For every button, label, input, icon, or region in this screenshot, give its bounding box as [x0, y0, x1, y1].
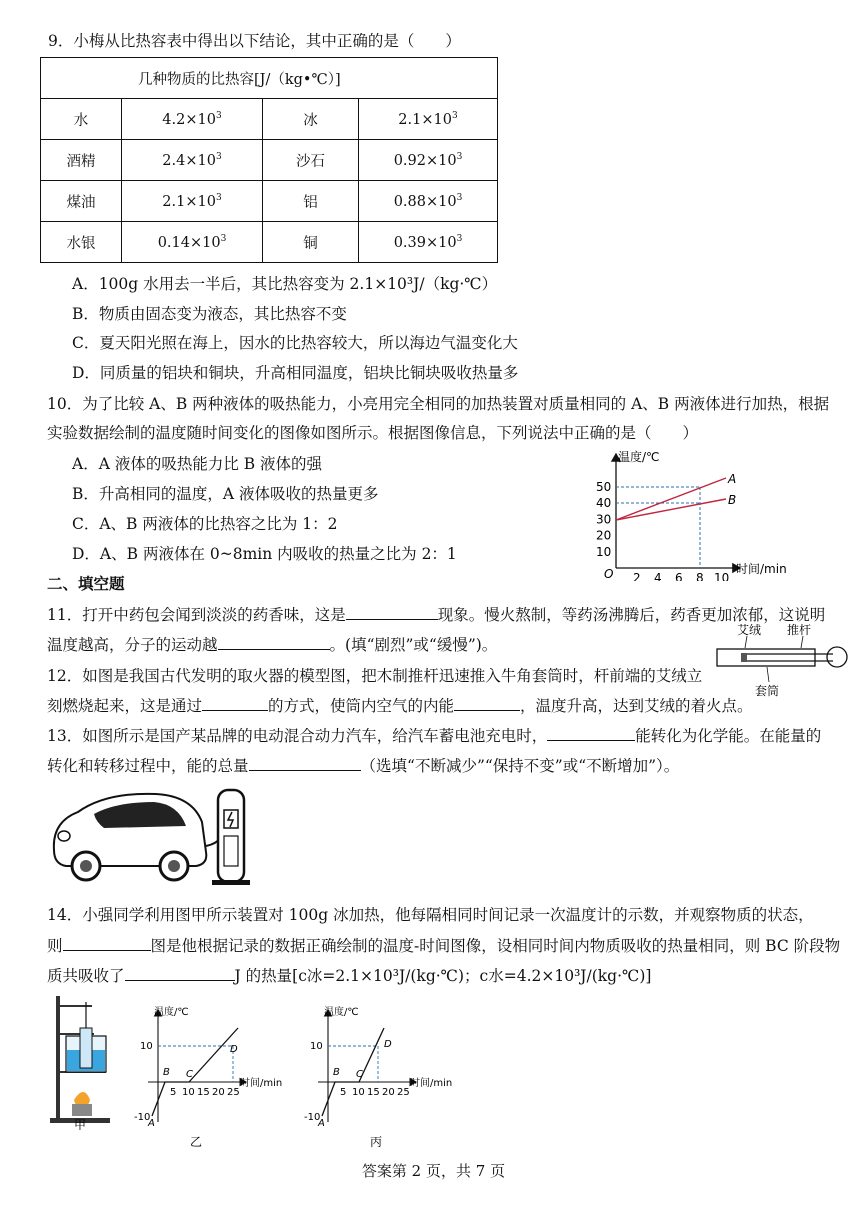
- q10-temperature-graph: [590, 446, 800, 581]
- xtick-label: 4: [654, 571, 662, 581]
- section-title-fill-blank: 二、填空题: [47, 575, 125, 593]
- xtick-label: 10: [352, 1087, 365, 1098]
- cell: 水: [41, 99, 122, 140]
- xtick-label: 8: [696, 571, 704, 581]
- q14-blank-1[interactable]: [63, 936, 151, 951]
- xtick-label: 5: [340, 1087, 347, 1098]
- q9-option-c[interactable]: C．夏天阳光照在海上，因水的比热容较大，所以海边气温变化大: [72, 334, 518, 352]
- yi-x-label: 时间/min: [240, 1078, 283, 1089]
- q12-blank-1[interactable]: [202, 696, 268, 711]
- q9-option-a[interactable]: A．100g 水用去一半后，其比热容变为 2.1×10³J/（kg·℃）: [72, 275, 498, 293]
- q12-line2: 刻燃烧起来，这是通过 的方式，使筒内空气的内能 ，温度升高，达到艾绒的着火点。: [47, 697, 753, 715]
- cell: $2.4\times 10^3$: [122, 140, 263, 181]
- bing-x-label: 时间/min: [410, 1078, 453, 1089]
- q11-line1: 11．打开中药包会闻到淡淡的药香味，这是 现象。慢火熬制，等药汤沸腾后，药香更加浓郁，这说明: [47, 606, 826, 624]
- xtick-label: 2: [633, 571, 641, 581]
- q13-line2: 转化和转移过程中，能的总量 （选填“不断减少”“保持不变”或“不断增加”）。: [47, 757, 680, 775]
- fig-label-yi: 乙: [190, 1135, 203, 1149]
- q10-option-d[interactable]: D．A、B 两液体在 0~8min 内吸收的热量之比为 2：1: [72, 545, 457, 563]
- q10-option-b[interactable]: B．升高相同的温度，A 液体吸收的热量更多: [72, 485, 379, 503]
- page-footer: 答案第 2 页，共 7 页: [361, 1162, 506, 1180]
- table-row: [41, 222, 498, 263]
- q9-option-b[interactable]: B．物质由固态变为液态，其比热容不变: [72, 305, 347, 323]
- yi-y-label: 温度/℃: [154, 1007, 189, 1018]
- cell: $0.39\times 10^3$: [359, 222, 498, 263]
- label-tuigan: 推杆: [787, 623, 812, 637]
- xtick-label: 20: [382, 1087, 395, 1098]
- q14-line2: 则 图是他根据记录的数据正确绘制的温度-时间图像，设相同时间内物质吸收的热量相同，则 BC 阶段物: [47, 937, 841, 955]
- q9-stem: 9．小梅从比热容表中得出以下结论，其中正确的是（ ）: [48, 32, 461, 50]
- xtick-label: 10: [182, 1087, 195, 1098]
- table-row: [41, 140, 498, 181]
- label-airong: 艾绒: [737, 623, 762, 637]
- fire-piston-diagram: [705, 622, 855, 708]
- bing-pt-d: D: [384, 1039, 392, 1050]
- table-row: [41, 181, 498, 222]
- q12-blank-2[interactable]: [454, 696, 520, 711]
- specific-heat-table: [40, 57, 498, 263]
- q13-blank-2[interactable]: [249, 756, 361, 771]
- q13-blank-1[interactable]: [547, 726, 635, 741]
- xtick-label: 15: [197, 1087, 210, 1098]
- yi-ytick-neg10: -10: [134, 1112, 151, 1123]
- cell: $0.14\times 10^3$: [122, 222, 263, 263]
- cell: $0.92\times 10^3$: [359, 140, 498, 181]
- line-a: [616, 478, 726, 520]
- origin-label: O: [604, 567, 614, 581]
- bing-y-label: 温度/℃: [324, 1007, 359, 1018]
- bing-ytick-10: 10: [310, 1041, 323, 1052]
- ytick-label: 40: [596, 496, 612, 511]
- q9-option-d[interactable]: D．同质量的铝块和铜块，升高相同温度，铝块比铜块吸收热量多: [72, 364, 519, 382]
- yi-pt-b: B: [163, 1067, 170, 1078]
- cell: $0.88\times 10^3$: [359, 181, 498, 222]
- electric-car-charging-illustration: [46, 782, 268, 888]
- xtick-label: 25: [397, 1087, 410, 1098]
- q10-stem-line2: 实验数据绘制的温度随时间变化的图像如图所示。根据图像信息，下列说法中正确的是（ ）: [47, 424, 699, 442]
- q11-line2: 温度越高，分子的运动越 。(填“剧烈”或“缓慢”)。: [47, 636, 498, 654]
- x-axis-label: 时间/min: [736, 562, 787, 576]
- heating-apparatus-diagram: [44, 988, 124, 1130]
- cell: $2.1\times 10^3$: [359, 99, 498, 140]
- cell: $4.2\times 10^3$: [122, 99, 263, 140]
- bing-ytick-neg10: -10: [304, 1112, 321, 1123]
- yi-pt-c: C: [186, 1069, 193, 1080]
- q13-line1: 13．如图所示是国产某品牌的电动混合动力汽车，给汽车蓄电池充电时， 能转化为化学能。在能量的: [47, 727, 822, 745]
- xtick-label: 20: [212, 1087, 225, 1098]
- fig-label-bing: 丙: [370, 1135, 383, 1149]
- line-a-label: A: [728, 472, 737, 486]
- bing-pt-c: C: [356, 1069, 363, 1080]
- fig-label-jia: 甲: [74, 1118, 87, 1130]
- bing-curve: [322, 1028, 384, 1116]
- q12-line1: 12．如图是我国古代发明的取火器的模型图，把木制推杆迅速推入牛角套筒时，杆前端的艾绒立: [47, 667, 703, 685]
- xtick-label: 15: [367, 1087, 380, 1098]
- ytick-label: 20: [596, 528, 612, 543]
- cell: 水银: [41, 222, 122, 263]
- label-taotong: 套筒: [755, 684, 780, 698]
- ytick-label: 30: [596, 512, 612, 527]
- q11-blank-1[interactable]: [346, 605, 438, 620]
- q10-option-a[interactable]: A．A 液体的吸热能力比 B 液体的强: [72, 455, 323, 473]
- bing-pt-b: B: [333, 1067, 340, 1078]
- y-axis-label: 温度/℃: [618, 450, 660, 464]
- ytick-label: 10: [596, 544, 612, 559]
- cell: $2.1\times 10^3$: [122, 181, 263, 222]
- xtick-label: 25: [227, 1087, 240, 1098]
- xtick-label: 5: [170, 1087, 177, 1098]
- line-b-label: B: [728, 493, 737, 507]
- cell: 酒精: [41, 140, 122, 181]
- q10-stem-line1: 10．为了比较 A、B 两种液体的吸热能力，小亮用完全相同的加热装置对质量相同的 A、B 两液体进行加热，根据: [47, 395, 830, 413]
- q14-line1: 14．小强同学利用图甲所示装置对 100g 冰加热，他每隔相同时间记录一次温度计的示数，并观察物质的状态，: [47, 906, 814, 924]
- line-b: [616, 499, 726, 520]
- q14-graph-yi: [128, 1002, 286, 1150]
- yi-ytick-10: 10: [140, 1041, 153, 1052]
- table-row: [41, 99, 498, 140]
- q14-graph-bing: [298, 1002, 458, 1150]
- q10-option-c[interactable]: C．A、B 两液体的比热容之比为 1：2: [72, 515, 338, 533]
- xtick-label: 10: [714, 571, 730, 581]
- bing-pt-a: A: [318, 1118, 325, 1129]
- cell: 煤油: [41, 181, 122, 222]
- yi-pt-d: D: [230, 1044, 238, 1055]
- cell: 冰: [263, 99, 359, 140]
- cell: 沙石: [263, 140, 359, 181]
- xtick-label: 6: [675, 571, 683, 581]
- cell: 铝: [263, 181, 359, 222]
- yi-pt-a: A: [148, 1118, 155, 1129]
- q14-blank-2[interactable]: [125, 966, 235, 981]
- table-title: 几种物质的比热容[J/（kg•℃）]: [41, 58, 498, 99]
- ytick-label: 50: [596, 480, 612, 494]
- q11-blank-2[interactable]: [218, 635, 330, 650]
- q14-line3: 质共吸收了 J 的热量[c冰=2.1×10³J/(kg·℃)；c水=4.2×10³J/(kg·℃)]: [47, 967, 652, 985]
- cell: 铜: [263, 222, 359, 263]
